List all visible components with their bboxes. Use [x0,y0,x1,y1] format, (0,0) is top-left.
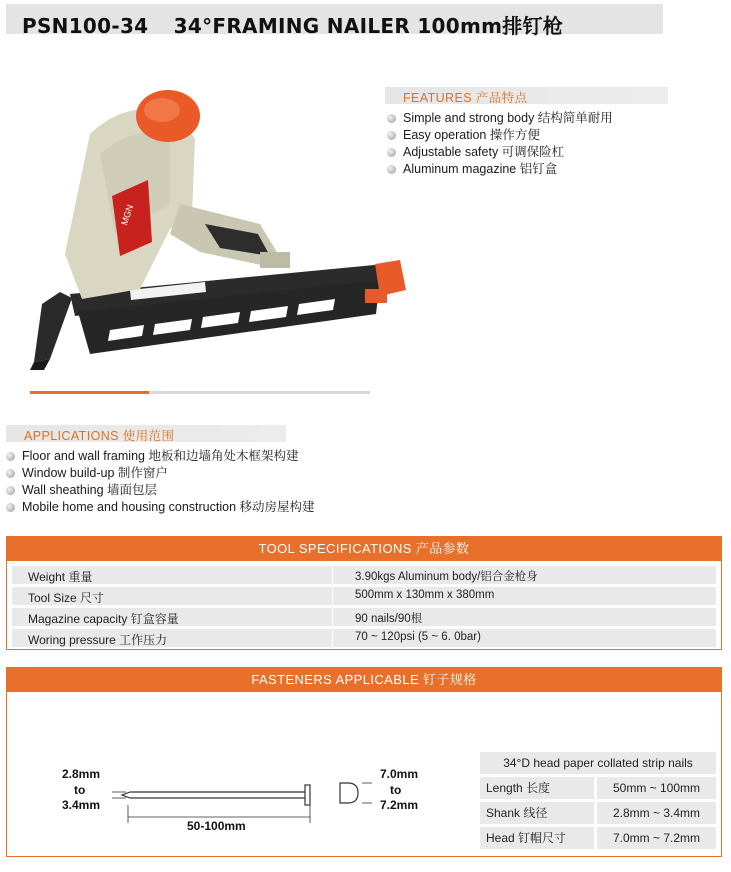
spec-value: 70 ~ 120psi (5 ~ 6. 0bar) [355,631,481,643]
head-min: 7.0mm [380,767,419,781]
fastener-label: Shank 线径 [480,802,594,824]
shank-max: 3.4mm [62,798,101,812]
gallery-progress-bar [30,391,370,394]
fastener-table-title: 34°D head paper collated strip nails [480,752,716,774]
spec-value: 3.90kgs Aluminum body/铝合金枪身 [355,571,538,583]
fastener-value: 50mm ~ 100mm [597,777,716,799]
gallery-progress-fill [30,391,149,394]
applications-list [6,448,315,516]
shank-min: 2.8mm [62,767,101,781]
model-number: PSN100-34 [22,14,149,38]
fastener-value: 2.8mm ~ 3.4mm [597,802,716,824]
product-name: 34°FRAMING NAILER [173,14,411,38]
list-item: Simple and strong body 结构简单耐用 [387,110,613,127]
table-row [480,802,716,826]
table-row [12,566,716,584]
bullet-icon [387,114,396,123]
spec-label: Tool Size 尺寸 [28,591,105,605]
list-item: Aluminum magazine 铝钉盒 [387,161,613,178]
bullet-icon [387,165,396,174]
table-row [12,608,716,626]
product-size: 100mm排钉枪 [417,14,564,38]
bullet-icon [387,131,396,140]
table-row [480,827,716,851]
list-item: Adjustable safety 可调保险杠 [387,144,613,161]
fastener-table [480,752,716,854]
fastener-value: 7.0mm ~ 7.2mm [597,827,716,849]
features-heading-bar [385,87,668,104]
list-item: Mobile home and housing construction 移动房屋构建 [6,499,315,516]
list-item: Wall sheathing 墙面包层 [6,482,315,499]
spec-value: 90 nails/90根 [355,613,423,625]
bullet-icon [6,469,15,478]
title-bar [6,4,663,38]
spec-label: Magazine capacity 钉盒容量 [28,612,179,626]
bullet-icon [6,503,15,512]
applications-heading: APPLICATIONS 使用范围 [24,429,175,443]
table-row [12,587,716,605]
tool-brand-label: MGN [119,203,136,227]
framing-nailer-image [20,84,415,374]
specs-heading: TOOL SPECIFICATIONS 产品参数 [6,536,722,561]
spec-value: 500mm x 130mm x 380mm [355,589,495,601]
list-item: Window build-up 制作窗户 [6,465,315,482]
applications-heading-bar [6,425,286,442]
length-dim: 50-100mm [187,819,246,833]
fastener-label: Head 钉帽尺寸 [480,827,594,849]
head-max: 7.2mm [380,798,419,812]
table-row [480,777,716,801]
table-row [12,629,716,647]
list-item: Floor and wall framing 地板和边墙角处木框架构建 [6,448,315,465]
spec-label: Woring pressure 工作压力 [28,633,168,647]
fasteners-heading: FASTENERS APPLICABLE 钉子规格 [6,667,722,692]
head-to: to [390,783,402,797]
bullet-icon [6,486,15,495]
shank-to: to [74,783,86,797]
spec-label: Weight 重量 [28,570,93,584]
list-item: Easy operation 操作方便 [387,127,613,144]
bullet-icon [387,148,396,157]
page-title [22,10,563,39]
features-heading: FEATURES 产品特点 [403,91,528,105]
fastener-label: Length 长度 [480,777,594,799]
bullet-icon [6,452,15,461]
features-list [387,110,613,178]
